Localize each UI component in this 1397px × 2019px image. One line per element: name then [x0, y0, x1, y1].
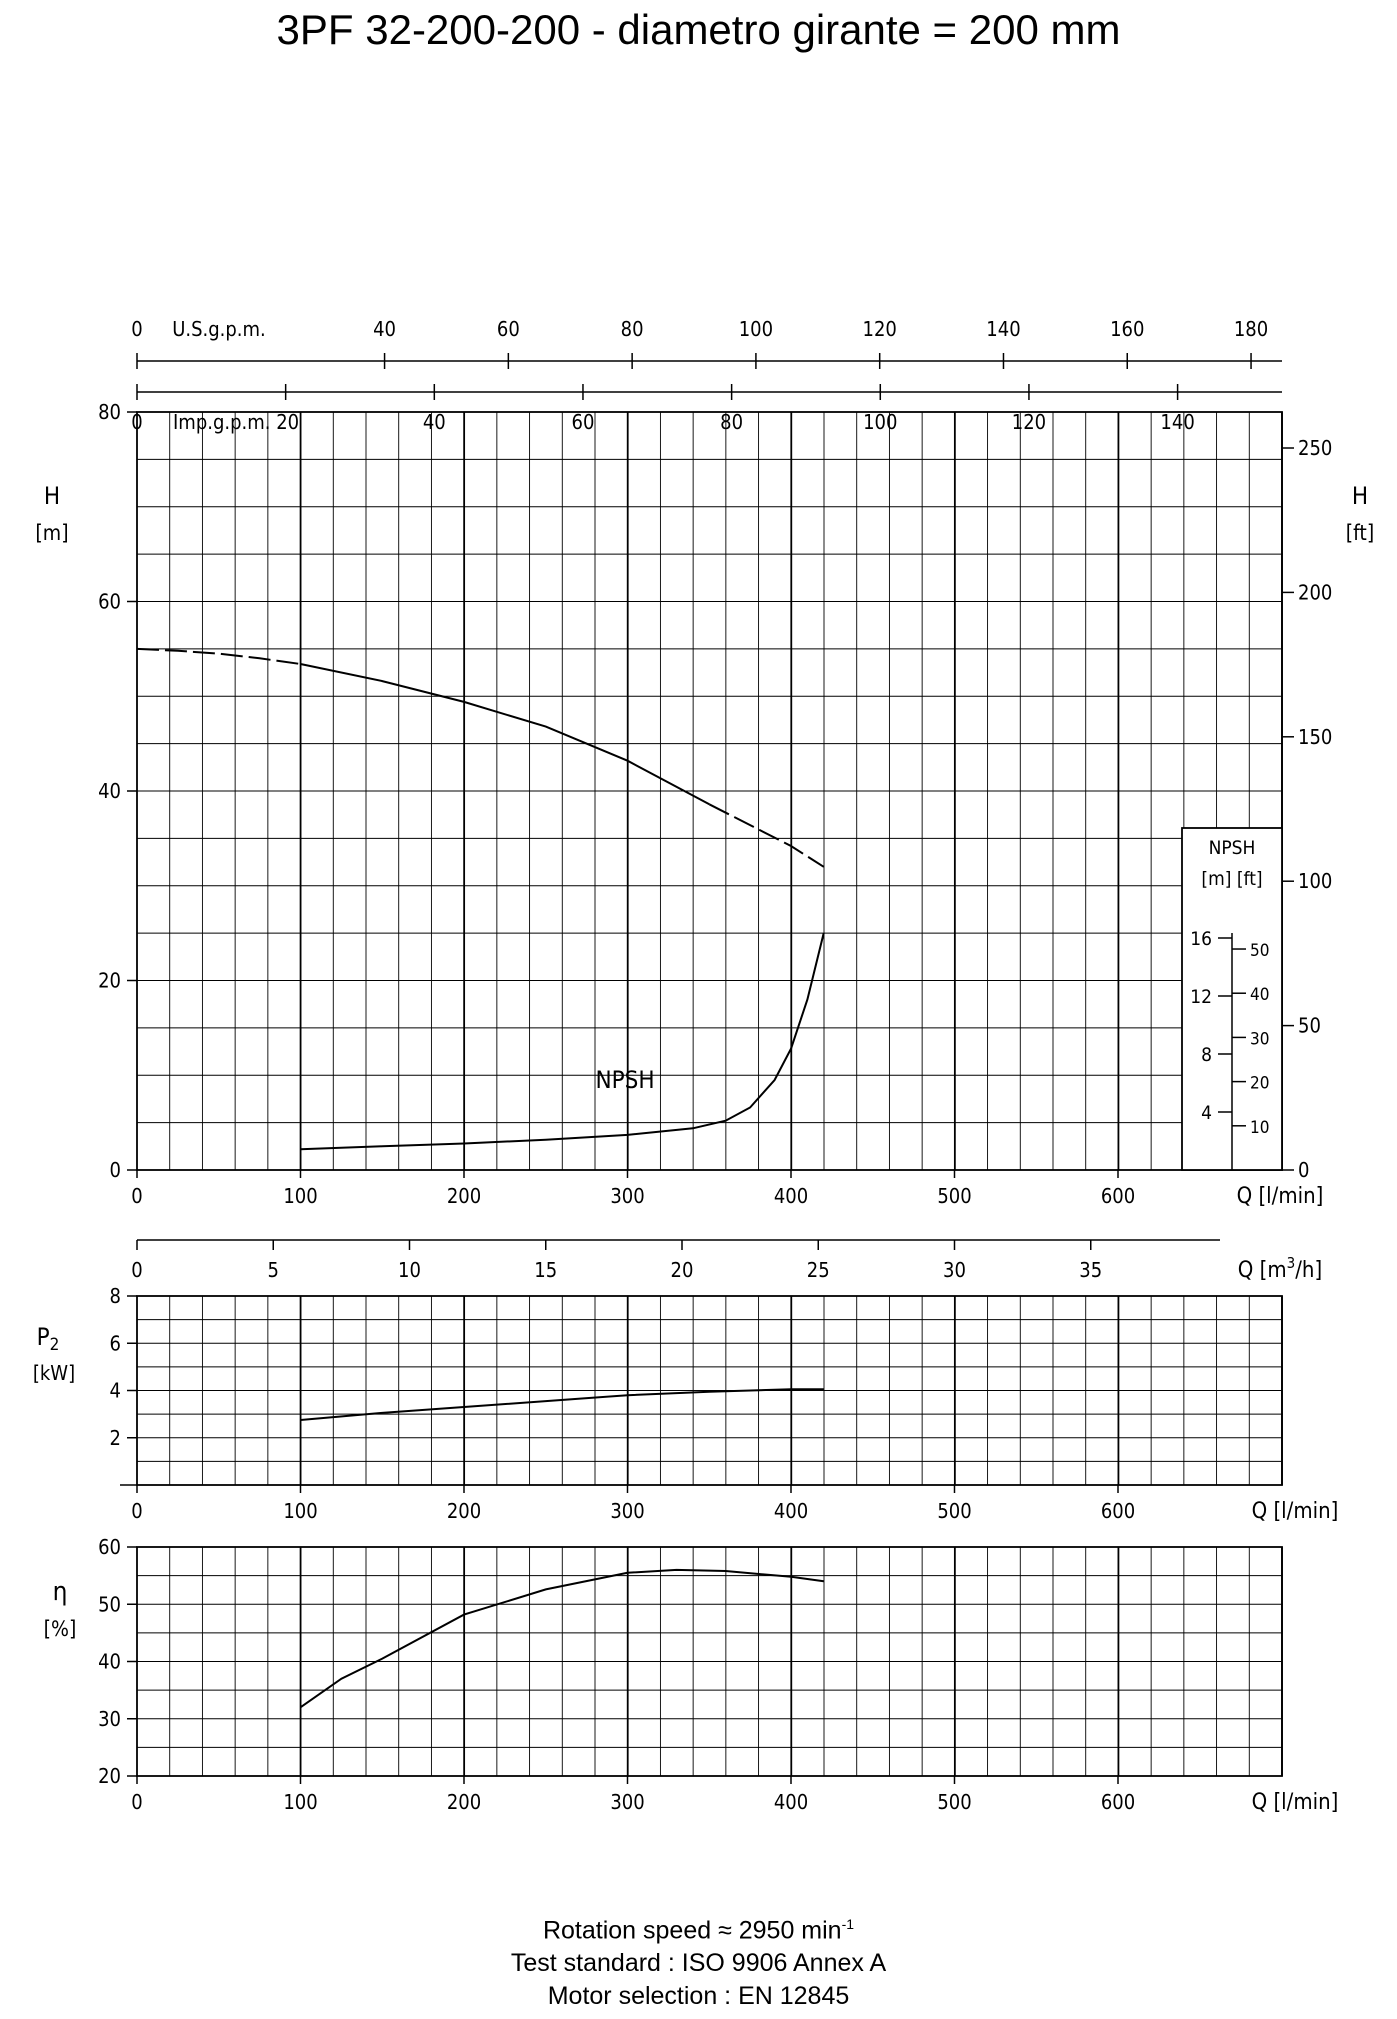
chart-title: 3PF 32-200-200 - diametro girante = 200 mm	[276, 6, 1121, 53]
head-ft-tick-label: 200	[1298, 580, 1333, 605]
head-ft-tick-label: 0	[1298, 1158, 1310, 1182]
power-xtick-label: 400	[773, 1499, 809, 1523]
impgpm-tick-label: 120	[1011, 410, 1047, 434]
npsh-box-units: [m] [ft]	[1201, 868, 1263, 890]
npsh-ft-tick-label: 50	[1250, 941, 1270, 962]
impgpm-tick-label: 60	[571, 410, 595, 434]
head-ft-tick-label: 50	[1298, 1013, 1321, 1038]
power-xtick-label: 0	[131, 1499, 143, 1523]
efficiency-ytick-label: 20	[98, 1764, 121, 1788]
head-ylabel-ft-unit: [ft]	[1345, 521, 1375, 545]
npsh-m-tick-label: 4	[1201, 1102, 1212, 1124]
head-ft-tick-label: 150	[1298, 724, 1333, 749]
power-xtick-label: 100	[283, 1499, 318, 1523]
head-xtick-label: 500	[937, 1184, 972, 1208]
m3h-tick-label: 5	[267, 1258, 279, 1282]
power-ytick-label: 6	[109, 1331, 121, 1356]
m3h-tick-label: 20	[670, 1258, 694, 1282]
head-xtick-label: 300	[610, 1184, 645, 1208]
m3h-axis-label: Q $[m^3/h]$	[1237, 1254, 1323, 1283]
usgpm-tick-label: 160	[1110, 317, 1145, 341]
efficiency-xtick-label: 500	[937, 1790, 972, 1814]
usgpm-tick-label: 100	[738, 317, 774, 341]
npsh-m-tick-label: 16	[1190, 928, 1212, 950]
npsh-ft-tick-label: 40	[1250, 985, 1270, 1006]
head-ft-tick-label: 250	[1298, 436, 1333, 461]
usgpm-tick-label: 140	[986, 317, 1021, 341]
efficiency-ytick-label: 30	[98, 1706, 121, 1731]
usgpm-tick-label: 80	[620, 317, 644, 341]
head-curve	[301, 664, 710, 804]
power-ylabel: $P_2$	[36, 1323, 60, 1355]
power-ylabel-unit: [kW]	[32, 1361, 76, 1385]
usgpm-tick-label: 0	[131, 317, 143, 341]
power-xlabel: Q [l/min]	[1251, 1499, 1339, 1524]
head-xtick-label: 0	[131, 1184, 143, 1208]
head-ytick-label: 0	[109, 1158, 121, 1182]
m3h-tick-label: 25	[806, 1258, 830, 1282]
m3h-tick-label: 35	[1079, 1258, 1103, 1282]
head-ytick-label: 80	[98, 400, 121, 424]
npsh-ft-tick-label: 30	[1250, 1029, 1270, 1050]
power-grid	[137, 1296, 1282, 1485]
power-ytick-label: 8	[109, 1284, 121, 1308]
chart-footer	[0, 1908, 1397, 2013]
rotation-speed-note	[0, 1908, 1397, 1947]
efficiency-ylabel-unit: [%]	[43, 1617, 77, 1641]
npsh-scale-box	[1182, 828, 1282, 1170]
npsh-box-title: NPSH	[1208, 837, 1256, 859]
test-standard-note: Test standard : ISO 9906 Annex A	[510, 1949, 887, 1978]
npsh-curve-label: NPSH	[595, 1066, 655, 1094]
npsh-ft-tick-label: 10	[1250, 1117, 1270, 1138]
head-grid	[137, 412, 1282, 1170]
efficiency-xtick-label: 0	[131, 1790, 143, 1814]
head-curve	[137, 649, 301, 664]
head-ytick-label: 60	[98, 589, 121, 614]
efficiency-ytick-label: 60	[98, 1535, 121, 1559]
impgpm-tick-label: 0	[131, 410, 143, 434]
npsh-ft-tick-label: 20	[1250, 1073, 1270, 1094]
head-ft-tick-label: 100	[1298, 869, 1333, 894]
usgpm-tick-label: 180	[1233, 317, 1269, 341]
rotation-speed-label: Rotation speed ≈ 2950 min	[542, 1916, 842, 1945]
efficiency-xtick-label: 600	[1100, 1790, 1136, 1814]
m3h-tick-label: 10	[398, 1258, 421, 1282]
impgpm-tick-label: 100	[863, 410, 898, 434]
efficiency-xtick-label: 300	[610, 1790, 645, 1814]
head-ytick-label: 40	[98, 779, 121, 803]
head-ytick-label: 20	[98, 968, 121, 993]
power-xtick-label: 500	[937, 1499, 972, 1523]
impgpm-tick-label: 40	[422, 410, 446, 434]
power-ytick-label: 4	[109, 1378, 121, 1403]
m3h-tick-label: 0	[131, 1258, 143, 1282]
impgpm-tick-label: 80	[720, 410, 744, 434]
efficiency-xlabel: Q [l/min]	[1251, 1790, 1339, 1815]
head-xtick-label: 400	[773, 1184, 809, 1208]
efficiency-xtick-label: 200	[446, 1790, 482, 1814]
power-xtick-label: 600	[1100, 1499, 1136, 1523]
efficiency-xtick-label: 400	[773, 1790, 809, 1814]
usgpm-tick-label: 40	[373, 317, 397, 341]
impgpm-axis-label: Imp.g.p.m. 20	[173, 410, 300, 434]
rotation-speed-exponent: -1	[841, 1916, 855, 1932]
power-xtick-label: 300	[610, 1499, 645, 1523]
usgpm-tick-label: 60	[496, 317, 520, 341]
head-ylabel-ft: H	[1351, 482, 1369, 510]
head-ylabel-unit: [m]	[35, 521, 69, 545]
power-ytick-label: 2	[109, 1425, 121, 1450]
efficiency-grid	[137, 1547, 1282, 1776]
power-xtick-label: 200	[446, 1499, 482, 1523]
head-xtick-label: 100	[283, 1184, 318, 1208]
m3h-tick-label: 15	[534, 1258, 558, 1282]
usgpm-tick-label: 120	[862, 317, 897, 341]
usgpm-axis-label: U.S.g.p.m.	[172, 317, 266, 341]
efficiency-ylabel: η	[52, 1577, 68, 1607]
impgpm-tick-label: 140	[1160, 410, 1195, 434]
npsh-m-tick-label: 8	[1201, 1044, 1212, 1066]
efficiency-xtick-label: 100	[283, 1790, 318, 1814]
head-ylabel: H	[43, 482, 61, 510]
npsh-m-tick-label: 12	[1190, 986, 1212, 1008]
head-curve	[709, 804, 823, 867]
motor-selection-note: Motor selection : EN 12845	[547, 1982, 850, 2011]
m3h-tick-label: 30	[943, 1258, 966, 1282]
head-xtick-label: 600	[1100, 1184, 1136, 1208]
efficiency-ytick-label: 50	[98, 1592, 121, 1617]
efficiency-ytick-label: 40	[98, 1649, 121, 1674]
head-xtick-label: 200	[446, 1184, 482, 1208]
head-xlabel: Q [l/min]	[1236, 1184, 1324, 1209]
